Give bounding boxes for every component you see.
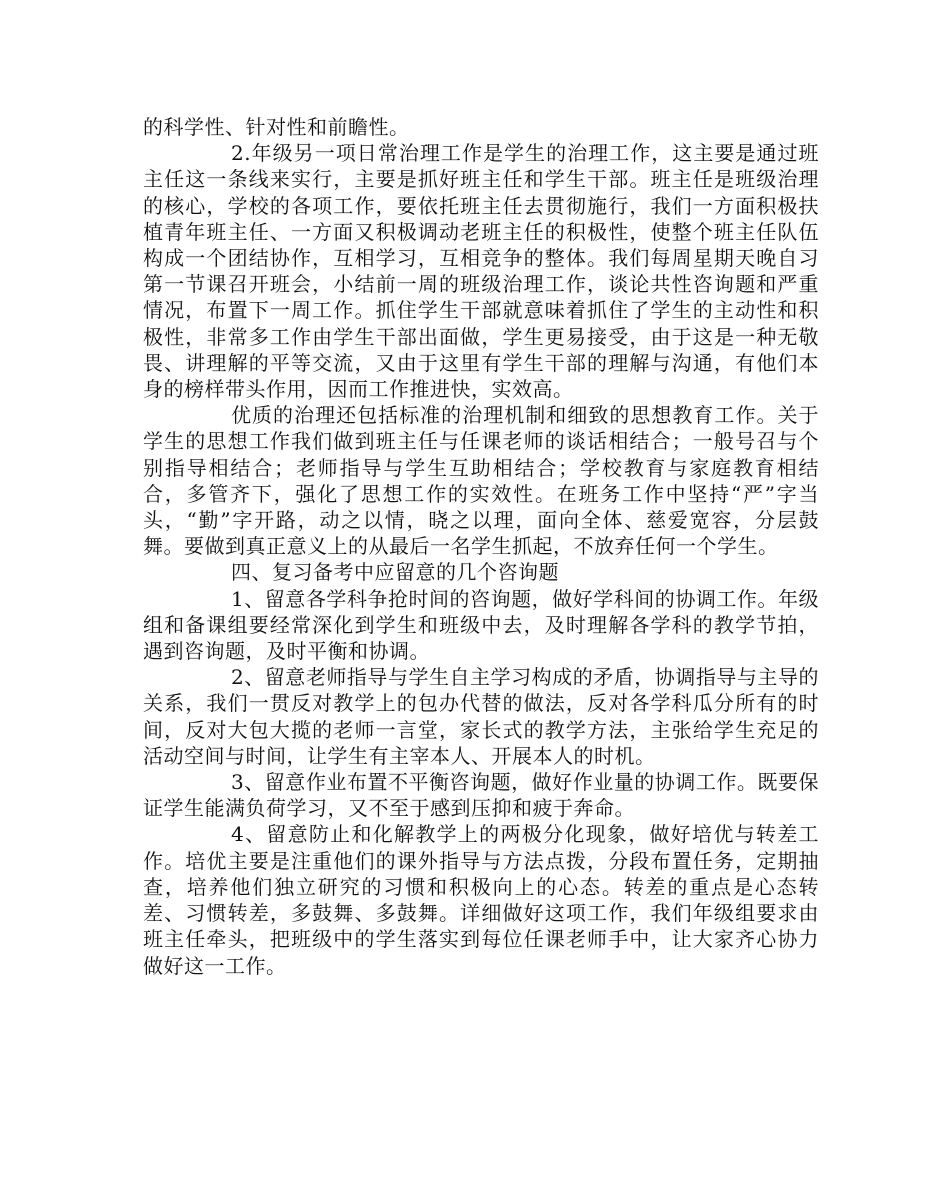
paragraph: 3、留意作业布置不平衡咨询题，做好作业量的协调工作。既要保证学生能满负荷学习，又不至于感到压抑和疲于奔命。 bbox=[143, 770, 819, 821]
paragraph: 优质的治理还包括标准的治理机制和细致的思想教育工作。关于学生的思想工作我们做到班主任与任课老师的谈话相结合；一般号召与个别指导相结合；老师指导与学生互助相结合；学校教育与家庭教育相结合，多管齐下，强化了思想工作的实效性。在班务工作中坚持“严”字当头，“勤”字开路，动之以情，晓之以理，面向全体、慈爱宽容，分层鼓舞。要做到真正意义上的从最后一名学生抓起，不放弃任何一个学生。 bbox=[143, 403, 819, 559]
section-heading: 四、复习备考中应留意的几个咨询题 bbox=[231, 560, 559, 585]
paragraph: 的科学性、针对性和前瞻性。 bbox=[143, 115, 410, 139]
paragraph: 1、留意各学科争抢时间的咨询题，做好学科间的协调工作。年级组和备课组要经常深化到学生和班级中去，及时理解各学科的教学节拍，遇到咨询题，及时平衡和协调。 bbox=[143, 586, 819, 664]
document-body bbox=[143, 114, 819, 979]
paragraph: 4、留意防止和化解教学上的两极分化现象，做好培优与转差工作。培优主要是注重他们的课外指导与方法点拨，分段布置任务，定期抽查，培养他们独立研究的习惯和积极向上的心态。转差的重点是心态转差、习惯转差，多鼓舞、多鼓舞。详细做好这项工作，我们年级组要求由班主任牵头，把班级中的学生落实到每位任课老师手中，让大家齐心协力做好这一工作。 bbox=[143, 822, 819, 978]
paragraph: 2.年级另一项日常治理工作是学生的治理工作，这主要是通过班主任这一条线来实行，主要是抓好班主任和学生干部。班主任是班级治理的核心，学校的各项工作，要依托班主任去贯彻施行，我们一方面积极扶植青年班主任、一方面又积极调动老班主任的积极性，使整个班主任队伍构成一个团结协作，互相学习，互相竞争的整体。我们每周星期天晚自习第一节课召开班会，小结前一周的班级治理工作，谈论共性咨询题和严重情况，布置下一周工作。抓住学生干部就意味着抓住了学生的主动性和积极性，非常多工作由学生干部出面做，学生更易接受，由于这是一种无敬畏、讲理解的平等交流，又由于这里有学生干部的理解与沟通，有他们本身的榜样带头作用，因而工作推进快，实效高。 bbox=[143, 141, 819, 402]
paragraph: 2、留意老师指导与学生自主学习构成的矛盾，协调指导与主导的关系，我们一贯反对教学上的包办代替的做法，反对各学科瓜分所有的时间，反对大包大揽的老师一言堂，家长式的教学方法，主张给学生充足的活动空间与时间，让学生有主宰本人、开展本人的时机。 bbox=[143, 665, 819, 768]
